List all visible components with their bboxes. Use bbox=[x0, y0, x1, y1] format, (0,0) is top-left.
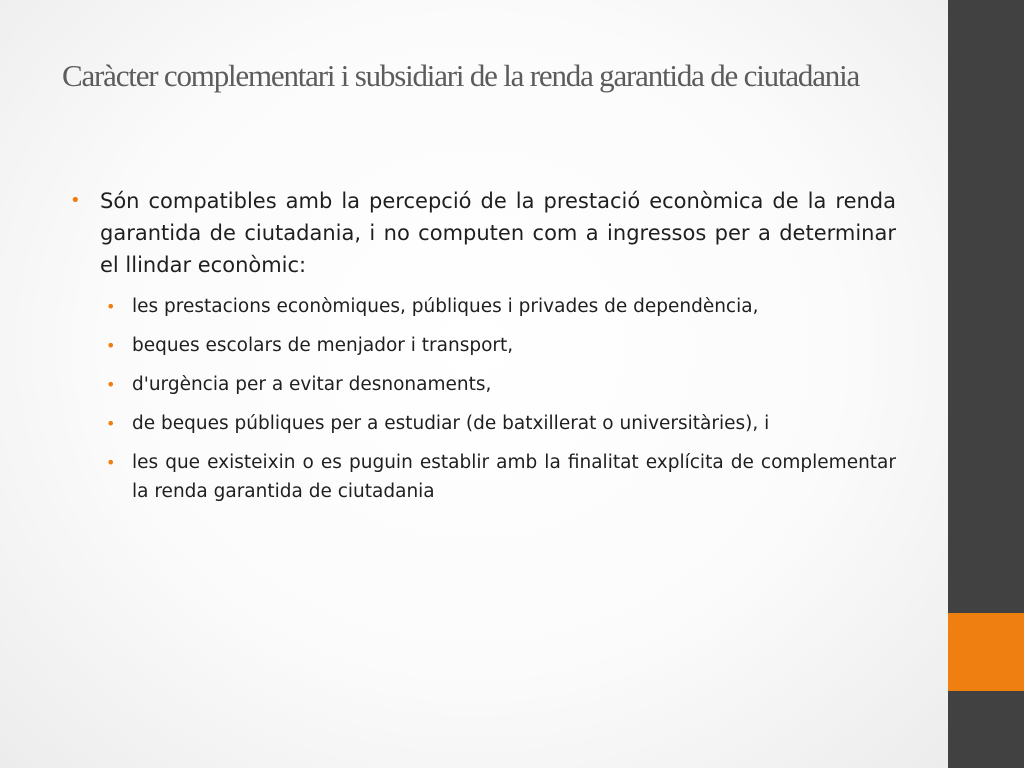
slide-content bbox=[70, 185, 896, 516]
sub-bullet-item bbox=[70, 370, 896, 399]
sub-bullet-text: beques escolars de menjador i transport, bbox=[132, 335, 514, 356]
bullet-dot-icon: • bbox=[106, 336, 116, 355]
sub-bullet-item bbox=[70, 409, 896, 438]
bullet-dot-icon: • bbox=[70, 190, 81, 211]
sub-bullet-item bbox=[70, 331, 896, 360]
slide-title: Caràcter complementari i subsidiari de la renda garantida de ciutadania bbox=[62, 58, 860, 93]
bullet-dot-icon: • bbox=[106, 297, 116, 316]
main-bullet-text: Són compatibles amb la percepció de la prestació econòmica de la renda garantida de ciutadania, i no computen com a ingressos per a determinar el llindar econòmic: bbox=[100, 189, 896, 277]
bullet-dot-icon: • bbox=[106, 414, 116, 433]
bullet-dot-icon: • bbox=[106, 453, 116, 472]
sidebar-accent-block bbox=[948, 613, 1024, 691]
sub-bullet-item bbox=[70, 292, 896, 321]
sub-bullet-text: les prestacions econòmiques, públiques i privades de dependència, bbox=[132, 296, 759, 317]
main-bullet bbox=[70, 185, 896, 281]
sub-bullet-item bbox=[70, 448, 896, 506]
sub-bullet-text: les que existeixin o es puguin establir amb la finalitat explícita de complementar la renda garantida de ciutadania bbox=[132, 452, 896, 502]
sub-bullet-text: de beques públiques per a estudiar (de batxillerat o universitàries), i bbox=[132, 413, 770, 434]
bullet-dot-icon: • bbox=[106, 375, 116, 394]
sub-bullet-list bbox=[70, 292, 896, 506]
sub-bullet-text: d'urgència per a evitar desnonaments, bbox=[132, 374, 492, 395]
